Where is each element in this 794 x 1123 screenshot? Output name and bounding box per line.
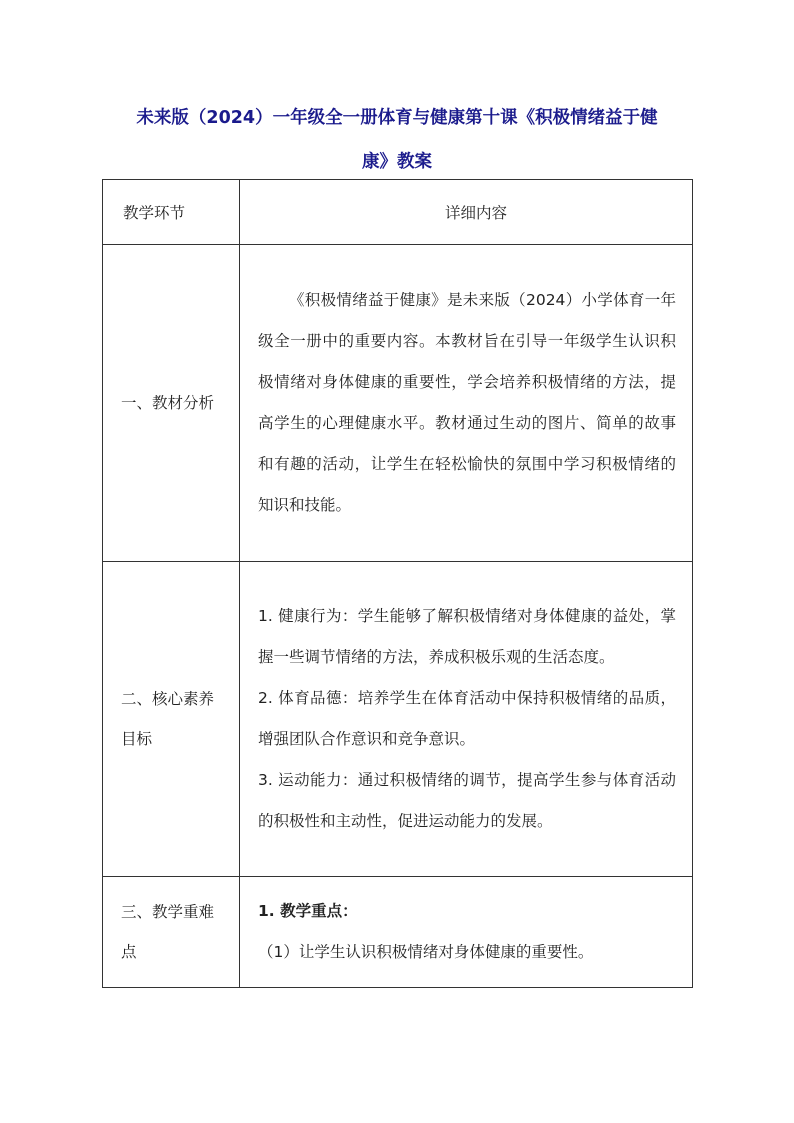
row-label: 一、教材分析 (121, 394, 215, 412)
content-paragraph: 2. 体育品德：培养学生在体育活动中保持积极情绪的品质，增强团队合作意识和竞争意识。 (258, 689, 676, 748)
document-title (100, 96, 694, 184)
content-paragraph: 3. 运动能力：通过积极情绪的调节，提高学生参与体育活动的积极性和主动性，促进运动能力的发展。 (258, 771, 676, 830)
row-label-cell (103, 562, 240, 877)
row-content-cell (240, 245, 693, 562)
title-line-2: 康》教案 (362, 152, 432, 172)
content-paragraph: 《积极情绪益于健康》是未来版（2024）小学体育一年级全一册中的重要内容。本教材旨在引导一年级学生认识积极情绪对身体健康的重要性，学会培养积极情绪的方法，提高学生的心理健康水平。教材通过生动的图片、简单的故事和有趣的活动，让学生在轻松愉快的氛围中学习积极情绪的知识和技能。 (258, 291, 676, 514)
table-row (103, 877, 693, 988)
header-stage-label: 教学环节 (123, 204, 186, 222)
row-content-cell (240, 877, 693, 988)
row-label: 三、教学重难点 (121, 903, 215, 961)
lesson-plan-table (102, 179, 693, 988)
title-line-1: 未来版（2024）一年级全一册体育与健康第十课《积极情绪益于健 (136, 108, 658, 128)
row-label-cell (103, 877, 240, 988)
row-label-cell (103, 245, 240, 562)
table-row (103, 562, 693, 877)
header-cell-content (240, 180, 693, 245)
row-label: 二、核心素养目标 (121, 690, 215, 748)
content-subheading: 1. 教学重点： (258, 902, 358, 920)
table-header-row (103, 180, 693, 245)
header-cell-stage (103, 180, 240, 245)
content-paragraph: （1）让学生认识积极情绪对身体健康的重要性。 (258, 943, 594, 961)
header-content-label: 详细内容 (444, 204, 507, 222)
content-paragraph: 1. 健康行为：学生能够了解积极情绪对身体健康的益处，掌握一些调节情绪的方法，养成积极乐观的生活态度。 (258, 607, 676, 666)
row-content-cell (240, 562, 693, 877)
table-row (103, 245, 693, 562)
